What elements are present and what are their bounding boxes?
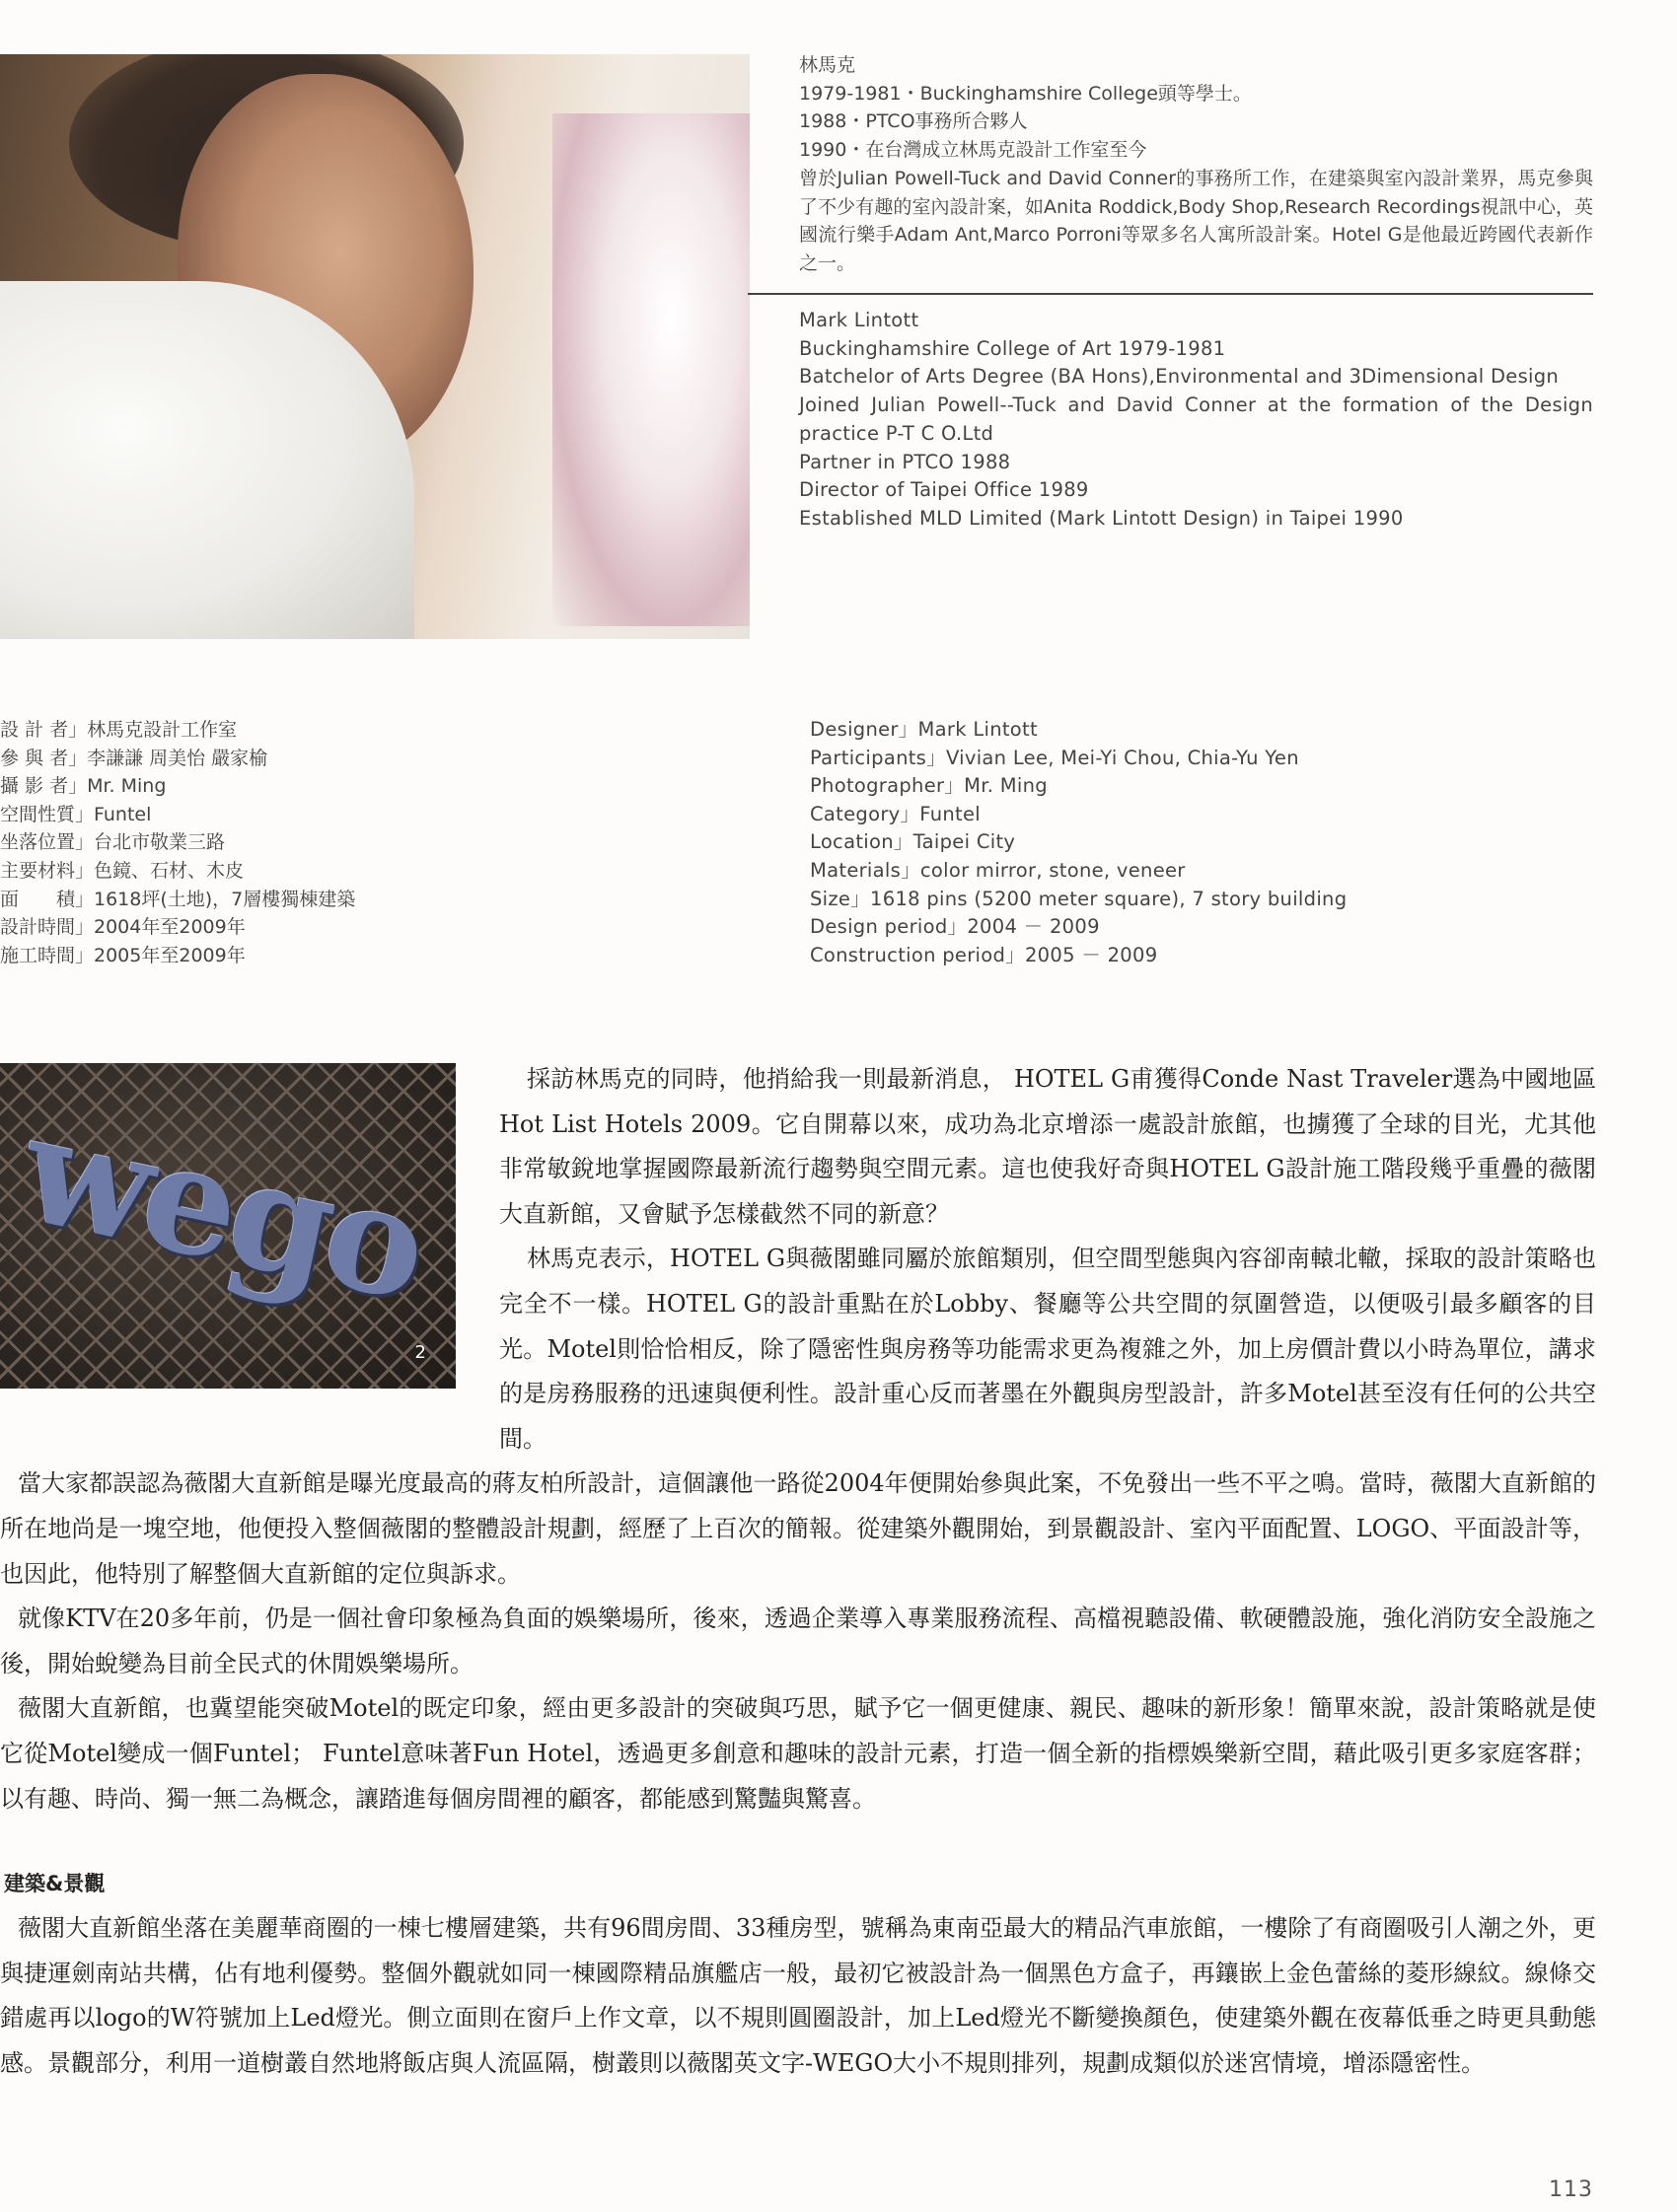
credit-location: Location」Taipei City (810, 830, 1016, 854)
section-paragraph (0, 1906, 1596, 2086)
bio-divider (748, 293, 1593, 295)
bio-zh-line: 1990・在台灣成立林馬克設計工作室至今 (799, 139, 1147, 162)
article-paragraph: 薇閣大直新館，也冀望能突破Motel的既定印象，經由更多設計的突破與巧思，賦予它一個更健康、親民、趣味的新形象！簡單來說，設計策略就是使它從Motel變成一個Funtel； Funtel意味著Fun Hotel，透過更多創意和趣味的設計元素，打造一個全新的指標娛樂新空間，藉此吸引更多家庭客群；以有趣、時尚、獨一無二為概念，讓踏進每個房間裡的顧客，都能感到驚豔與驚喜。 (0, 1694, 1596, 1813)
article-paragraph: 就像KTV在20多年前，仍是一個社會印象極為負面的娛樂場所，後來，透過企業導入專業服務流程、高檔視聽設備、軟硬體設施，強化消防安全設施之後，開始蛻變為目前全民式的休閒娛樂場所。 (0, 1605, 1596, 1677)
credit-designer: Designer」Mark Lintott (810, 718, 1038, 741)
credit-design-period: 設計時間」2004年至2009年 (0, 916, 246, 939)
project-credits-chinese (0, 716, 552, 969)
article-paragraph: 當大家都誤認為薇閣大直新館是曝光度最高的蔣友柏所設計，這個讓他一路從2004年便開始參與此案，不免發出一些不平之鳴。當時，薇閣大直新館的所在地尚是一塊空地，他便投入整個薇閣的整體設計規劃，經歷了上百次的簡報。從建築外觀開始，到景觀設計、室內平面配置、LOGO、平面設計等，也因此，他特別了解整個大直新館的定位與訴求。 (0, 1469, 1596, 1588)
credit-category: 空間性質」Funtel (0, 803, 152, 825)
background-light (552, 113, 750, 626)
credit-size: Size」1618 pins (5200 meter square), 7 story building (810, 887, 1348, 910)
credit-category: Category」Funtel (810, 802, 982, 825)
credit-construction-period: Construction period」2005 － 2009 (810, 943, 1158, 966)
section-heading: 建築&景觀 (4, 1872, 106, 1895)
project-credits-english (810, 716, 1500, 969)
article-paragraph: 林馬克表示，HOTEL G與薇閣雖同屬於旅館類別，但空間型態與內容卻南轅北轍，採取的設計策略也完全不一樣。HOTEL G的設計重點在於Lobby、餐廳等公共空間的氛圍營造，以便吸引最多顧客的目光。Motel則恰恰相反，除了隱密性與房務等功能需求更為複雜之外，加上房價計費以小時為單位，講求的是房務服務的迅速與便利性。設計重心反而著墨在外觀與房型設計，許多Motel甚至沒有任何的公共空間。 (499, 1245, 1596, 1453)
wego-logo: wego (8, 1081, 437, 1334)
credit-participants: 參 與 者」李謙謙 周美怡 嚴家榆 (0, 747, 268, 769)
credit-participants: Participants」Vivian Lee, Mei-Yi Chou, Chia-Yu Yen (810, 746, 1299, 769)
credit-materials: 主要材料」色鏡、石材、木皮 (0, 859, 245, 882)
bio-en-line: Director of Taipei Office 1989 (799, 478, 1089, 502)
article-paragraph: 採訪林馬克的同時，他捎給我一則最新消息， HOTEL G甫獲得Conde Nast Traveler選為中國地區Hot List Hotels 2009。它自開幕以來，成功為北京增添一處設計旅館，也擄獲了全球的目光，尤其他非常敏銳地掌握國際最新流行趨勢與空間元素。這也使我好奇與HOTEL G設計施工階段幾乎重疊的薇閣大直新館，又會賦予怎樣截然不同的新意？ (499, 1065, 1596, 1228)
credit-designer: 設 計 者」林馬克設計工作室 (0, 719, 238, 741)
credit-photographer: Photographer」Mr. Ming (810, 774, 1048, 798)
bio-en-line: Batchelor of Arts Degree (BA Hons),Environmental and 3Dimensional Design (799, 365, 1560, 389)
credit-construction-period: 施工時間」2005年至2009年 (0, 944, 246, 966)
credit-materials: Materials」color mirror, stone, veneer (810, 858, 1186, 882)
credit-design-period: Design period」2004 － 2009 (810, 915, 1100, 939)
bio-english (799, 307, 1593, 534)
credit-location: 坐落位置」台北市敬業三路 (0, 831, 226, 854)
bio-zh-line: 1979-1981・Buckinghamshire College頭等學士。 (799, 82, 1252, 105)
figure-number: 2 (414, 1342, 426, 1363)
bio-zh-name: 林馬克 (799, 54, 856, 76)
bio-chinese (799, 51, 1593, 278)
designer-portrait-photo (0, 54, 750, 639)
article-body (0, 1057, 1596, 1821)
bio-zh-paragraph: 曾於Julian Powell-Tuck and David Conner的事務所工作，在建築與室內設計業界，馬克參與了不少有趣的室內設計案，如Anita Roddick,Body Shop,Research Recordings視訊中心，英國流行樂手Adam Ant,Marco Porroni等眾多名人寓所設計案。Hotel G是他最近跨國代表新作之一。 (799, 167, 1593, 274)
bio-zh-line: 1988・PTCO事務所合夥人 (799, 110, 1028, 133)
bio-en-name: Mark Lintott (799, 309, 919, 331)
bio-en-line: Buckinghamshire College of Art 1979-1981 (799, 336, 1226, 360)
section-text: 薇閣大直新館坐落在美麗華商圈的一棟七樓層建築，共有96間房間、33種房型，號稱為東南亞最大的精品汽車旅館，一樓除了有商圈吸引人潮之外，更與捷運劍南站共構，佔有地利優勢。整個外觀就如同一棟國際精品旗艦店一般，最初它被設計為一個黑色方盒子，再鑲嵌上金色蕾絲的菱形線紋。線條交錯處再以logo的W符號加上Led燈光。側立面則在窗戶上作文章，以不規則圓圈設計，加上Led燈光不斷變換顏色，使建築外觀在夜幕低垂之時更具動態感。景觀部分，利用一道樹叢自然地將飯店與人流區隔，樹叢則以薇閣英文字-WEGO大小不規則排列，規劃成類似於迷宮情境，增添隱密性。 (0, 1914, 1596, 2077)
bio-en-line: Established MLD Limited (Mark Lintott Design) in Taipei 1990 (799, 506, 1404, 530)
bio-en-line: Partner in PTCO 1988 (799, 450, 1011, 473)
credit-size: 面 積」1618坪(土地)，7層樓獨棟建築 (0, 888, 356, 910)
bio-en-line: Joined Julian Powell--Tuck and David Conner at the formation of the Design practice P-T C O.Ltd (799, 393, 1593, 445)
credit-photographer: 攝 影 者」Mr. Ming (0, 775, 167, 798)
page-number: 113 (1549, 2177, 1593, 2202)
